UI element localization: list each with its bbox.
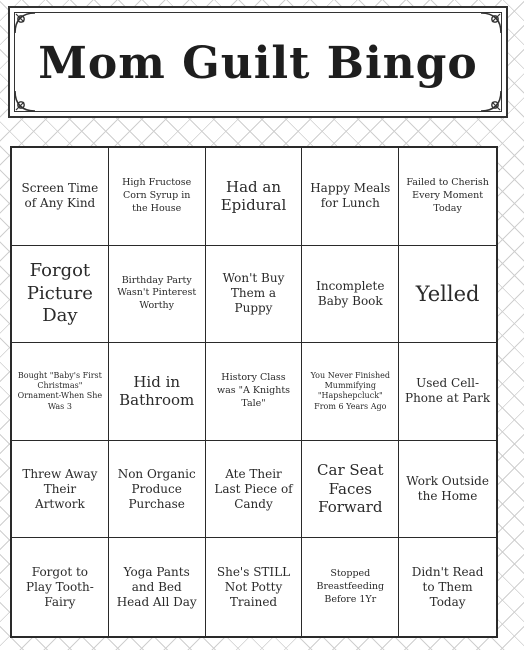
bingo-cell[interactable]: Used Cell-Phone at Park (399, 343, 496, 441)
bingo-cell[interactable]: You Never Finished Mummifying "Hapshepcluck" From 6 Years Ago (302, 343, 399, 441)
bingo-board (10, 146, 498, 638)
bingo-cell[interactable]: She's STILL Not Potty Trained (206, 538, 303, 636)
bingo-cell[interactable]: Happy Meals for Lunch (302, 148, 399, 246)
bingo-cell[interactable]: Work Outside the Home (399, 441, 496, 539)
bingo-cell[interactable]: Car Seat Faces Forward (302, 441, 399, 539)
bingo-cell[interactable]: Non Organic Produce Purchase (109, 441, 206, 539)
bingo-cell[interactable]: Bought "Baby's First Christmas" Ornament-When She Was 3 (12, 343, 109, 441)
bingo-cell[interactable]: Had an Epidural (206, 148, 303, 246)
bingo-cell[interactable]: History Class was "A Knights Tale" (206, 343, 303, 441)
bingo-cell[interactable]: High Fructose Corn Syrup in the House (109, 148, 206, 246)
corner-flourish-icon (12, 88, 38, 114)
bingo-cell[interactable]: Screen Time of Any Kind (12, 148, 109, 246)
corner-flourish-icon (12, 10, 38, 36)
bingo-cell[interactable]: Forgot to Play Tooth-Fairy (12, 538, 109, 636)
bingo-cell[interactable]: Ate Their Last Piece of Candy (206, 441, 303, 539)
bingo-cell[interactable]: Won't Buy Them a Puppy (206, 246, 303, 344)
bingo-cell[interactable]: Yelled (399, 246, 496, 344)
corner-flourish-icon (478, 10, 504, 36)
bingo-cell[interactable]: Failed to Cherish Every Moment Today (399, 148, 496, 246)
corner-flourish-icon (478, 88, 504, 114)
bingo-cell[interactable]: Incomplete Baby Book (302, 246, 399, 344)
bingo-cell[interactable]: Didn't Read to Them Today (399, 538, 496, 636)
bingo-cell[interactable]: Threw Away Their Artwork (12, 441, 109, 539)
bingo-cell[interactable]: Birthday Party Wasn't Pinterest Worthy (109, 246, 206, 344)
bingo-cell[interactable]: Stopped Breastfeeding Before 1Yr (302, 538, 399, 636)
title-banner (8, 6, 508, 118)
page-title: Mom Guilt Bingo (38, 38, 478, 89)
bingo-cell[interactable]: Yoga Pants and Bed Head All Day (109, 538, 206, 636)
bingo-cell[interactable]: Hid in Bathroom (109, 343, 206, 441)
bingo-cell[interactable]: Forgot Picture Day (12, 246, 109, 344)
